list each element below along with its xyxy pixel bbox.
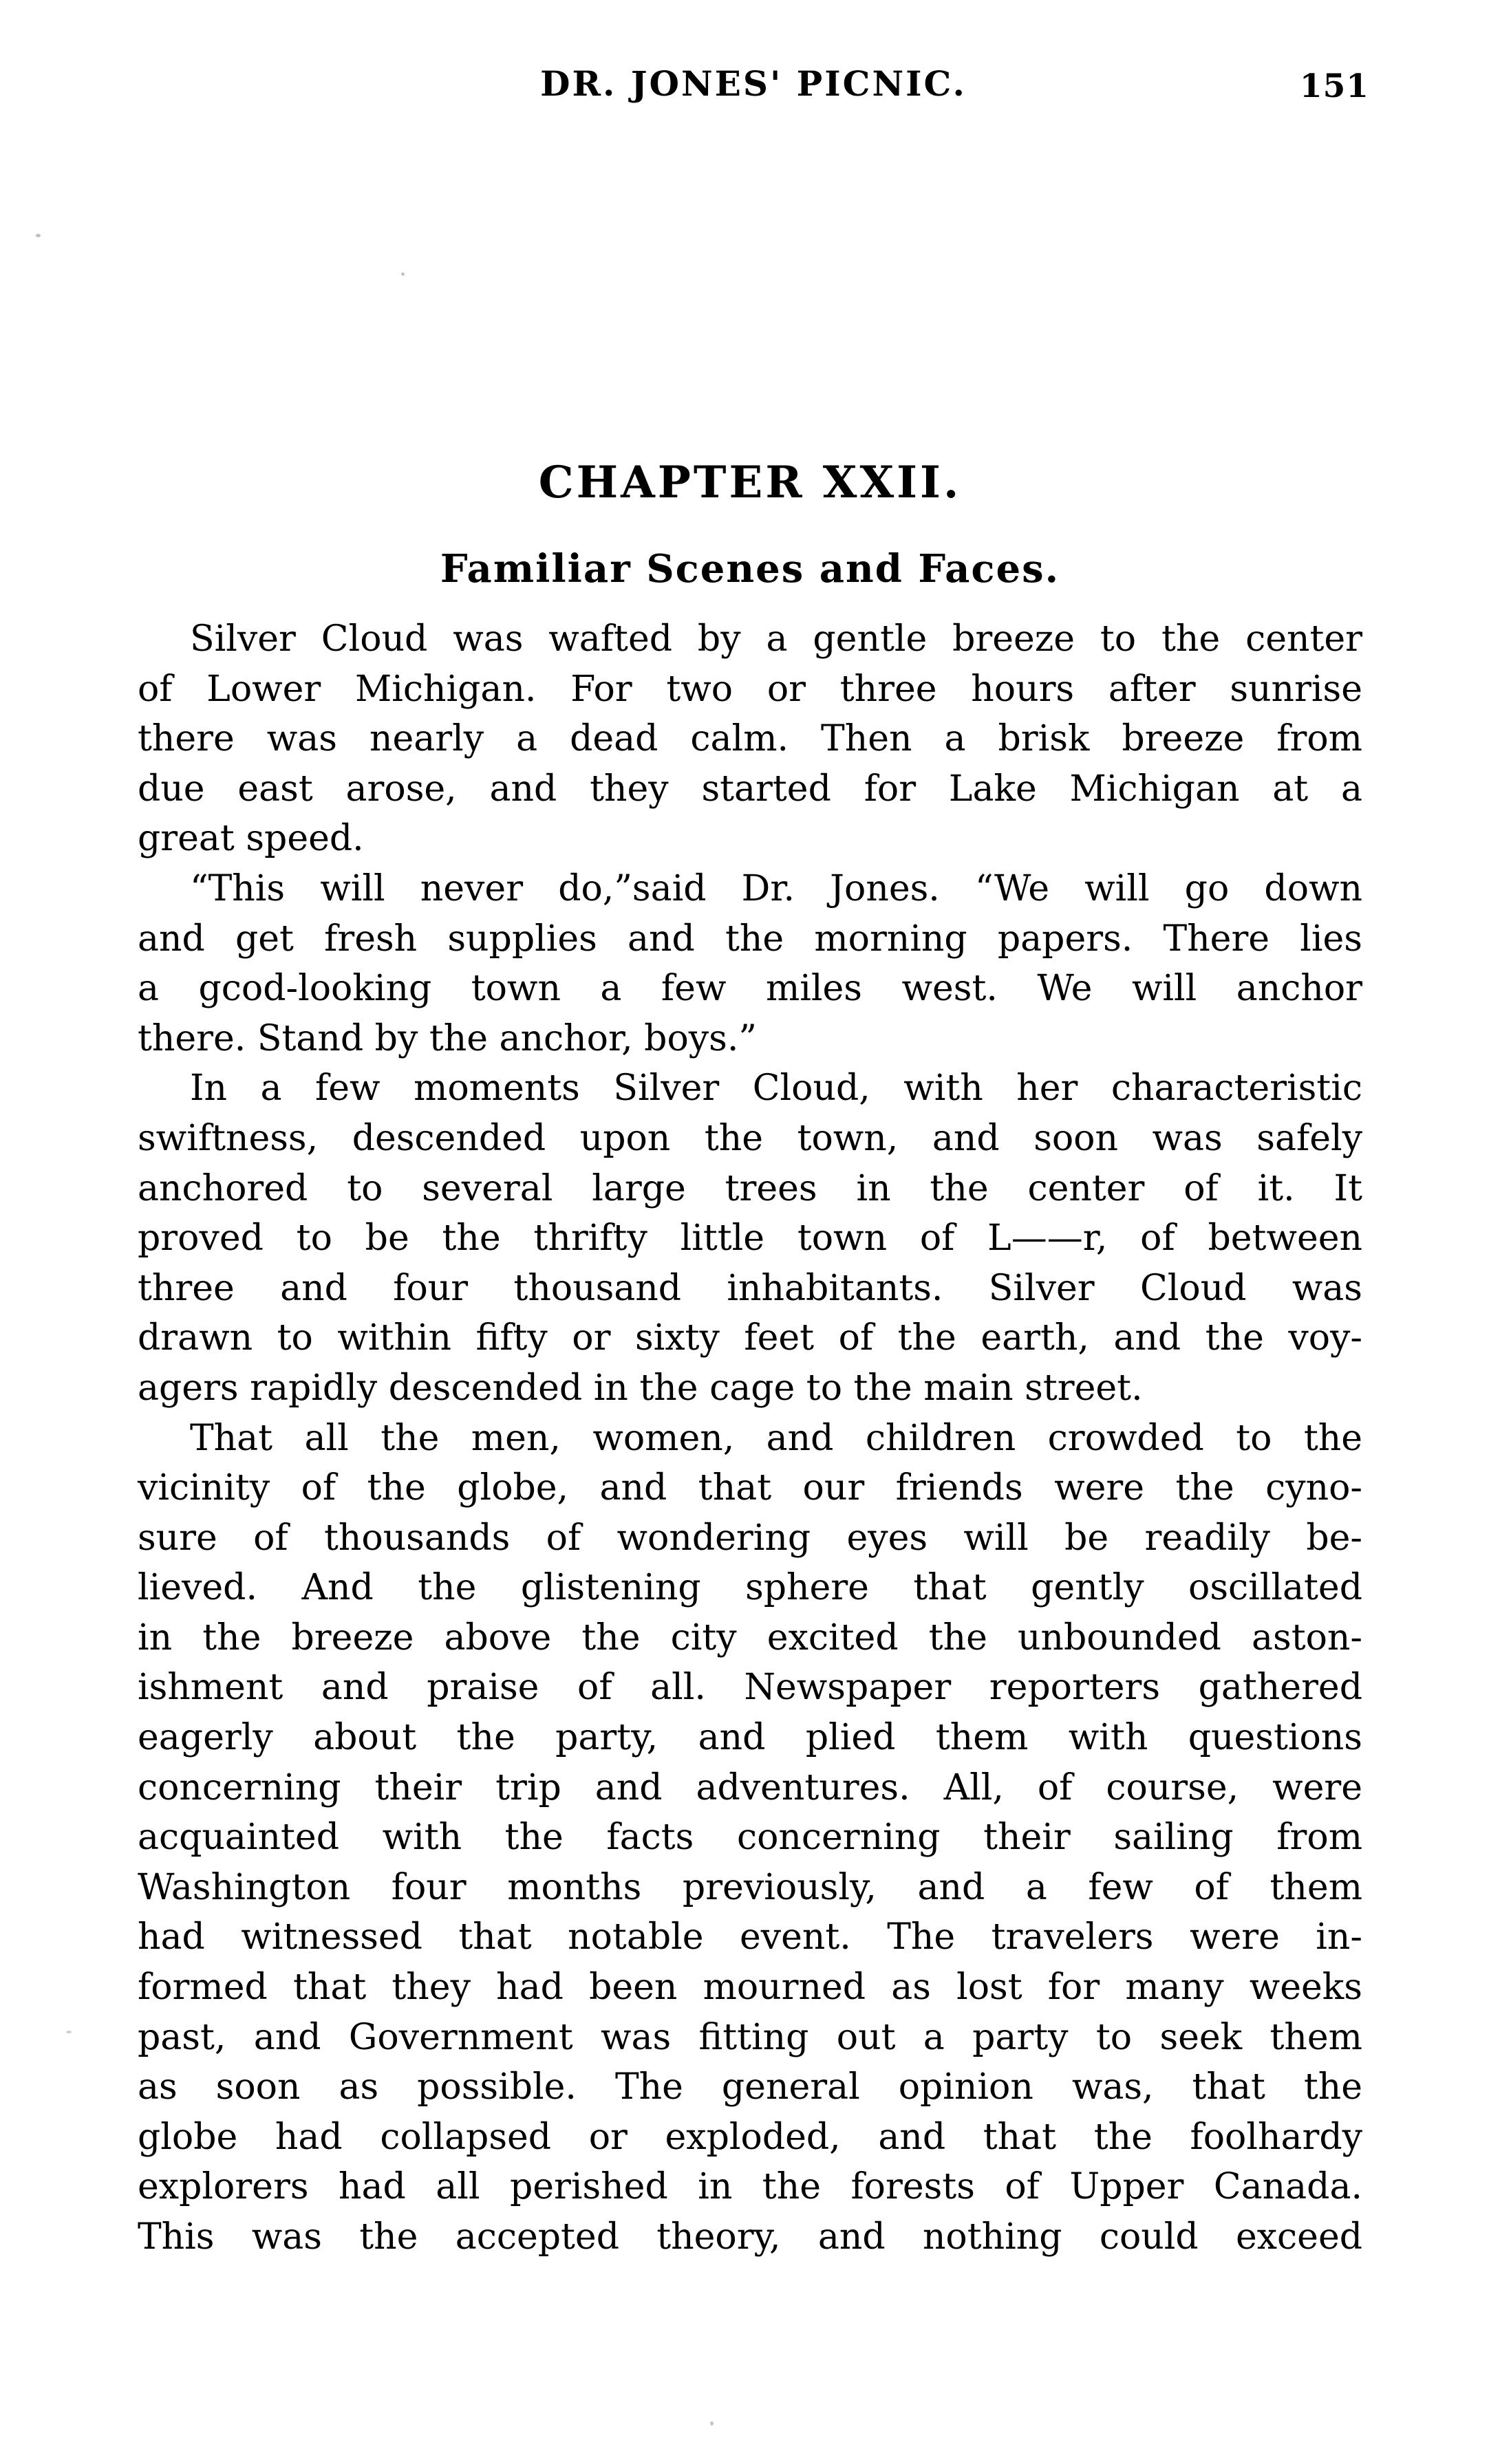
chapter-subtitle: Familiar Scenes and Faces. bbox=[440, 546, 1060, 592]
text-line: a gcod-looking town a few miles west. We will anchor bbox=[138, 968, 1362, 1010]
text-line: in the breeze above the city excited the unbounded aston- bbox=[138, 1617, 1362, 1658]
text-line: drawn to within fifty or sixty feet of the earth, and the voy- bbox=[138, 1317, 1362, 1359]
scan-artifact bbox=[66, 2031, 72, 2033]
text-line: three and four thousand inhabitants. Silver Cloud was bbox=[138, 1267, 1362, 1309]
text-line: due east arose, and they started for Lake Michigan at a bbox=[138, 768, 1362, 810]
page-number: 151 bbox=[1299, 67, 1369, 105]
text-line: there was nearly a dead calm. Then a brisk breeze from bbox=[138, 718, 1362, 760]
text-line: This was the accepted theory, and nothing could exceed bbox=[138, 2216, 1362, 2258]
text-line: sure of thousands of wondering eyes will be readily be- bbox=[138, 1517, 1362, 1559]
text-line: vicinity of the globe, and that our friends were the cyno- bbox=[138, 1467, 1362, 1509]
text-line: and get fresh supplies and the morning papers. There lies bbox=[138, 918, 1362, 960]
running-title: DR. JONES' PICNIC. bbox=[540, 63, 967, 104]
text-line: eagerly about the party, and plied them with questions bbox=[138, 1717, 1362, 1759]
text-line: “This will never do,”said Dr. Jones. “We will go down bbox=[190, 867, 1362, 909]
text-line: past, and Government was fitting out a party to seek them bbox=[138, 2016, 1362, 2058]
text-line: had witnessed that notable event. The travelers were in- bbox=[138, 1916, 1362, 1958]
body-text bbox=[138, 614, 1362, 2262]
running-head bbox=[138, 63, 1369, 118]
text-line: Silver Cloud was wafted by a gentle breeze to the center bbox=[190, 618, 1362, 660]
text-line: ishment and praise of all. Newspaper reporters gathered bbox=[138, 1667, 1362, 1709]
text-line: lieved. And the glistening sphere that gently oscillated bbox=[138, 1567, 1362, 1609]
chapter-heading: CHAPTER XXII. bbox=[538, 457, 962, 508]
text-line: swiftness, descended upon the town, and soon was safely bbox=[138, 1117, 1362, 1159]
text-line: as soon as possible. The general opinion was, that the bbox=[138, 2066, 1362, 2108]
text-line: formed that they had been mourned as lost for many weeks bbox=[138, 1967, 1362, 2009]
text-line: globe had collapsed or exploded, and that the foolhardy bbox=[138, 2116, 1362, 2158]
text-line: That all the men, women, and children crowded to the bbox=[190, 1417, 1362, 1459]
text-line: concerning their trip and adventures. All, of course, were bbox=[138, 1766, 1362, 1808]
text-line: explorers had all perished in the forests of Upper Canada. bbox=[138, 2166, 1362, 2208]
scan-artifact bbox=[36, 234, 41, 237]
text-line: proved to be the thrifty little town of L——r, of between bbox=[138, 1218, 1362, 1260]
text-line: anchored to several large trees in the center of it. It bbox=[138, 1167, 1362, 1209]
text-line: of Lower Michigan. For two or three hours after sunrise bbox=[138, 668, 1362, 710]
text-line: Washington four months previously, and a few of them bbox=[138, 1866, 1362, 1908]
text-line: there. Stand by the anchor, boys.” bbox=[138, 1017, 757, 1059]
text-line: great speed. bbox=[138, 818, 364, 860]
text-line: acquainted with the facts concerning their sailing from bbox=[138, 1817, 1362, 1859]
text-line: In a few moments Silver Cloud, with her characteristic bbox=[190, 1068, 1362, 1110]
scan-artifact bbox=[710, 2421, 714, 2425]
text-line: agers rapidly descended in the cage to the main street. bbox=[138, 1367, 1143, 1409]
scan-artifact bbox=[401, 272, 405, 276]
